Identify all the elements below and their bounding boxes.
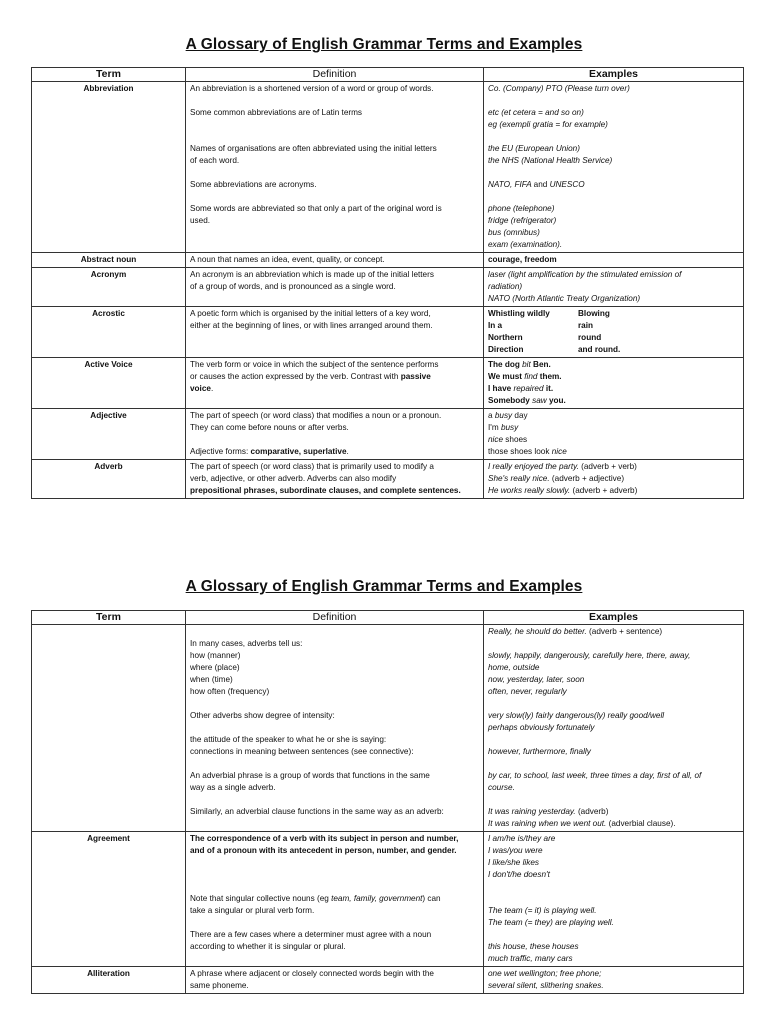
examples-cell: courage, freedom [484, 253, 744, 268]
table-row [32, 253, 744, 268]
definition-cell [186, 460, 484, 499]
definition-text: or causes the action expressed by the verb. Contrast with passive [190, 372, 431, 381]
definition-text: Some abbreviations are acronyms. [190, 180, 317, 189]
example-text: this house, these houses [488, 942, 579, 951]
header-term: Term [32, 68, 186, 82]
definition-cell [186, 409, 484, 460]
header-row [32, 611, 744, 625]
example-text: the EU (European Union) [488, 144, 580, 153]
term-cell: Adverb [32, 460, 186, 499]
definition-text: An acronym is an abbreviation which is made up of the initial letters [190, 270, 434, 279]
definition-text: Other adverbs show degree of intensity: [190, 711, 335, 720]
definition-text: Some common abbreviations are of Latin terms [190, 108, 363, 117]
example-text: The dog bit Ben. [488, 360, 551, 369]
example-text: NATO (North Atlantic Treaty Organization) [488, 294, 641, 303]
example-text: I'm busy [488, 423, 519, 432]
definition-cell [186, 358, 484, 409]
definition-text: A phrase where adjacent or closely connected words begin with the [190, 969, 434, 978]
definition-text: Names of organisations are often abbreviated using the initial letters [190, 144, 437, 153]
example-text: phone (telephone) [488, 204, 555, 213]
example-text: those shoes look nice [488, 447, 567, 456]
table-row [32, 268, 744, 307]
example-text: one wet wellington; free phone; [488, 969, 602, 978]
definition-text: of a group of words, and is pronounced as a single word. [190, 282, 396, 291]
examples-cell [484, 409, 744, 460]
example-text: Somebody saw you. [488, 396, 566, 405]
example-text: exam (examination). [488, 240, 563, 249]
definition-text: when (time) [190, 675, 233, 684]
term-cell: Acronym [32, 268, 186, 307]
example-text: bus (omnibus) [488, 228, 540, 237]
example-text: course. [488, 783, 515, 792]
definition-text: Note that singular collective nouns (eg team, family, government) can [190, 894, 441, 903]
definition-text: verb, adjective, or other adverb. Adverbs can also modify [190, 474, 397, 483]
table-row [32, 625, 744, 832]
definition-text: way as a single adverb. [190, 783, 276, 792]
definition-text: same phoneme. [190, 981, 249, 990]
definition-cell: A noun that names an idea, event, quality, or concept. [186, 253, 484, 268]
example-text: however, furthermore, finally [488, 747, 591, 756]
definition-cell [186, 268, 484, 307]
definition-text: prepositional phrases, subordinate clauses, and complete sentences. [190, 486, 461, 495]
definition-text: An abbreviation is a shortened version of a word or group of words. [190, 84, 434, 93]
examples-cell [484, 307, 744, 358]
definition-text: connections in meaning between sentences (see connective): [190, 747, 414, 756]
example-text: The team (= they) are playing well. [488, 918, 614, 927]
header-definition: Definition [186, 611, 484, 625]
examples-cell [484, 625, 744, 832]
table-row [32, 358, 744, 409]
term-cell: Adjective [32, 409, 186, 460]
example-text: I like/she likes [488, 858, 539, 867]
example-text: I really enjoyed the party. (adverb + verb) [488, 462, 637, 471]
definition-text: Similarly, an adverbial clause functions in the same way as an adverb: [190, 807, 444, 816]
definition-text: take a singular or plural verb form. [190, 906, 315, 915]
example-text: I don't/he doesn't [488, 870, 550, 879]
glossary-table [31, 610, 744, 994]
definition-text: the attitude of the speaker to what he or she is saying: [190, 735, 387, 744]
definition-cell [186, 82, 484, 253]
example-text: by car, to school, last week, three times a day, first of all, of [488, 771, 702, 780]
definition-text: and of a pronoun with its antecedent in person, number, and gender. [190, 846, 457, 855]
page-title: A Glossary of English Grammar Terms and Examples [185, 36, 583, 53]
example-text: I was/you were [488, 846, 543, 855]
example-text: radiation) [488, 282, 523, 291]
example-text: I have repaired it. [488, 384, 554, 393]
example-text: often, never, regularly [488, 687, 567, 696]
table-row [32, 967, 744, 994]
definition-text: There are a few cases where a determiner must agree with a noun [190, 930, 432, 939]
definition-text: They can come before nouns or after verbs. [190, 423, 349, 432]
example-text: I am/he is/they are [488, 834, 556, 843]
term-cell: Abbreviation [32, 82, 186, 253]
examples-cell [484, 832, 744, 967]
examples-cell [484, 82, 744, 253]
definition-text: where (place) [190, 663, 240, 672]
example-text: nice shoes [488, 435, 528, 444]
example-text: several silent, slithering snakes. [488, 981, 604, 990]
examples-cell [484, 358, 744, 409]
example-text: Co. (Company) PTO (Please turn over) [488, 84, 630, 93]
definition-text: of each word. [190, 156, 240, 165]
definition-text: either at the beginning of lines, or with lines arranged around them. [190, 321, 433, 330]
example-text: a busy day [488, 411, 528, 420]
definition-text: A poetic form which is organised by the initial letters of a key word, [190, 309, 431, 318]
definition-text: Some words are abbreviated so that only a part of the original word is [190, 204, 442, 213]
page-title: A Glossary of English Grammar Terms and Examples [185, 578, 583, 595]
example-text: home, outside [488, 663, 540, 672]
example-text: The team (= it) is playing well. [488, 906, 597, 915]
example-text: much traffic, many cars [488, 954, 573, 963]
header-examples: Examples [484, 68, 744, 82]
example-text: very slow(ly) fairly dangerous(ly) really good/well [488, 711, 665, 720]
term-cell: Abstract noun [32, 253, 186, 268]
example-text: laser (light amplification by the stimulated emission of [488, 270, 682, 279]
example-text: perhaps obviously fortunately [488, 723, 595, 732]
definition-cell [186, 832, 484, 967]
example-text: the NHS (National Health Service) [488, 156, 613, 165]
term-cell [32, 625, 186, 832]
definition-text: The verb form or voice in which the subject of the sentence performs [190, 360, 439, 369]
header-examples: Examples [484, 611, 744, 625]
examples-cell [484, 967, 744, 994]
term-cell: Agreement [32, 832, 186, 967]
definition-text: An adverbial phrase is a group of words that functions in the same [190, 771, 430, 780]
table-row [32, 82, 744, 253]
examples-cell [484, 268, 744, 307]
definition-text: how (manner) [190, 651, 241, 660]
example-text: She's really nice. (adverb + adjective) [488, 474, 625, 483]
definition-cell [186, 307, 484, 358]
example-text: now, yesterday, later, soon [488, 675, 585, 684]
acrostic-poem: Whistling wildly Blowing In a rain Northern round Direction and round. [488, 309, 621, 354]
definition-cell [186, 967, 484, 994]
example-text: We must find them. [488, 372, 562, 381]
term-cell: Acrostic [32, 307, 186, 358]
example-text: Really, he should do better. (adverb + sentence) [488, 627, 663, 636]
definition-text: In many cases, adverbs tell us: [190, 639, 303, 648]
examples-cell [484, 460, 744, 499]
definition-text: Adjective forms: comparative, superlative. [190, 447, 349, 456]
term-cell: Alliteration [32, 967, 186, 994]
header-definition: Definition [186, 68, 484, 82]
example-text: eg (exempli gratia = for example) [488, 120, 608, 129]
example-text: etc (et cetera = and so on) [488, 108, 584, 117]
table-row [32, 460, 744, 499]
example-text: It was raining when we went out. (adverbial clause). [488, 819, 676, 828]
example-text: fridge (refrigerator) [488, 216, 557, 225]
glossary-table [31, 67, 744, 499]
table-row [32, 307, 744, 358]
table-row [32, 409, 744, 460]
definition-text: voice. [190, 384, 214, 393]
example-text: He works really slowly. (adverb + adverb) [488, 486, 638, 495]
table-row [32, 832, 744, 967]
example-text: slowly, happily, dangerously, carefully here, there, away, [488, 651, 691, 660]
header-row [32, 68, 744, 82]
definition-text: The correspondence of a verb with its subject in person and number, [190, 834, 459, 843]
term-cell: Active Voice [32, 358, 186, 409]
header-term: Term [32, 611, 186, 625]
example-text: NATO, FIFA and UNESCO [488, 180, 585, 189]
example-text: It was raining yesterday. (adverb) [488, 807, 609, 816]
definition-text: according to whether it is singular or plural. [190, 942, 346, 951]
definition-text: used. [190, 216, 211, 225]
definition-text: The part of speech (or word class) that modifies a noun or a pronoun. [190, 411, 442, 420]
definition-text: how often (frequency) [190, 687, 270, 696]
definition-cell [186, 625, 484, 832]
definition-text: The part of speech (or word class) that is primarily used to modify a [190, 462, 434, 471]
